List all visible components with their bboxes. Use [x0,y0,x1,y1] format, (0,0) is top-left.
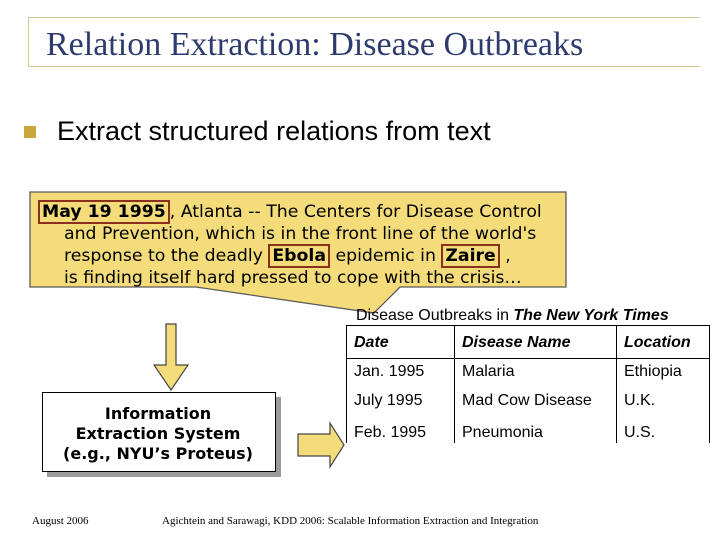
table-right-rule [709,325,710,443]
article-line-3-a: response to the deadly [64,246,269,266]
row-2-date: July 1995 [354,392,423,409]
row-3-location: U.S. [624,424,656,441]
disease-highlight: Ebola [268,244,330,268]
table-caption [356,307,669,325]
article-line-1 [38,201,542,223]
down-arrow-icon [154,324,188,390]
article-text [38,201,542,289]
system-line-2: Extraction System [75,424,241,443]
header-disease: Disease Name [462,334,571,351]
header-date: Date [354,334,389,351]
article-line-2: and Prevention, which is in the front line of the world's [64,224,537,244]
right-arrow-icon [298,423,344,467]
footer-date: August 2006 [32,515,89,527]
article-line-3-c: , [499,246,511,266]
row-2-location: U.K. [624,392,656,409]
table-col-rule-1 [454,325,455,443]
table-top-rule [346,325,710,326]
table-caption-source: The New York Times [513,307,669,324]
footer-citation: Agichtein and Sarawagi, KDD 2006: Scalable Information Extraction and Integration [162,515,539,527]
article-line-4: is finding itself hard pressed to cope with the crisis… [64,268,522,288]
bullet-text: Extract structured relations from text [57,116,491,146]
system-line-3: (e.g., NYU’s Proteus) [63,444,253,463]
date-highlight: May 19 1995 [38,200,170,224]
row-3-date: Feb. 1995 [354,424,427,441]
table-left-rule [346,325,347,443]
slide-title: Relation Extraction: Disease Outbreaks [46,26,584,63]
outbreak-table [346,325,710,443]
row-1-date: Jan. 1995 [354,363,425,380]
row-1-disease: Malaria [462,363,515,380]
system-line-1: Information [104,404,212,423]
table-header-rule [346,358,710,359]
row-1-location: Ethiopia [624,363,682,380]
article-line-3 [38,245,542,267]
header-location: Location [624,334,691,351]
row-3-disease: Pneumonia [462,424,543,441]
article-line-1-rest: , Atlanta -- The Centers for Disease Control [169,202,542,222]
row-2-disease: Mad Cow Disease [462,392,592,409]
extraction-system-label [42,404,274,464]
article-line-3-b: epidemic in [330,246,442,266]
table-caption-prefix: Disease Outbreaks in [356,307,514,324]
table-col-rule-2 [616,325,617,443]
location-highlight: Zaire [441,244,499,268]
